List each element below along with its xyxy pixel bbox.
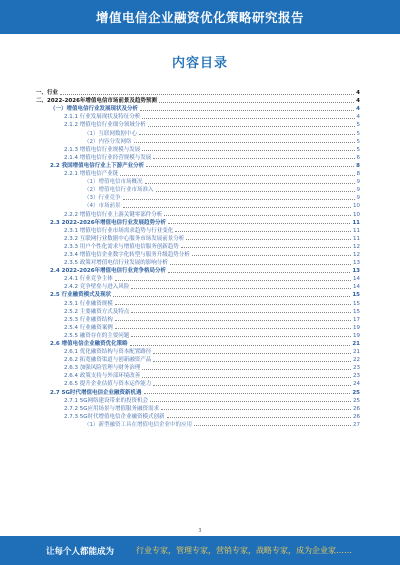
toc-entry-text: 二、2022-2026年增值电信市场前景及趋势预测	[36, 98, 157, 105]
toc-leader-dots	[123, 199, 355, 200]
toc-leader-dots	[168, 223, 350, 224]
toc-entry-text: 2.6.1 优化融资结构与资本配置路径	[64, 349, 152, 356]
toc-entry-page: 4	[356, 98, 360, 105]
toc-title: 内容目录	[171, 56, 228, 71]
toc-leader-dots	[123, 207, 352, 208]
toc-entry-page: 10	[353, 203, 360, 210]
toc-entry[interactable]	[36, 420, 360, 428]
toc-leader-dots	[153, 385, 351, 386]
toc-entry[interactable]	[36, 282, 360, 290]
toc-entry-page: 9	[356, 187, 360, 194]
toc-entry[interactable]	[36, 396, 360, 404]
toc-leader-dots	[142, 118, 354, 119]
toc-entry[interactable]	[36, 307, 360, 315]
toc-leader-dots	[115, 304, 351, 305]
toc-entry[interactable]	[36, 145, 360, 153]
toc-leader-dots	[144, 393, 351, 394]
toc-entry-page: 9	[356, 195, 360, 202]
toc-entry-page: 21	[352, 341, 360, 347]
toc-entry-text: 2.7.2 5G应用场景与增值服务融资需求	[64, 405, 160, 412]
toc-leader-dots	[156, 191, 355, 192]
toc-entry[interactable]	[36, 347, 360, 355]
toc-leader-dots	[181, 247, 351, 248]
toc-entry-page: 11	[353, 227, 360, 234]
toc-leader-dots	[161, 409, 351, 410]
toc-entry-page: 25	[353, 397, 360, 404]
toc-entry[interactable]	[36, 266, 360, 274]
toc-entry-text: 一、行业	[36, 90, 59, 97]
toc-leader-dots	[115, 280, 351, 281]
toc-entry-page: 9	[356, 179, 360, 186]
toc-entry-page: 15	[352, 292, 360, 299]
toc-entry[interactable]	[36, 177, 360, 185]
toc-entry[interactable]	[36, 387, 360, 395]
toc-entry[interactable]	[36, 331, 360, 339]
toc-entry-text: 2.5.2 主要融资方式及特点	[64, 308, 130, 315]
toc-entry[interactable]	[36, 363, 360, 371]
toc-entry-page: 11	[353, 235, 360, 242]
toc-entry[interactable]	[36, 355, 360, 363]
toc-entry-text: 2.3 2022-2026年增值电信行业发展趋势分析	[50, 219, 167, 226]
toc-entry-page: 4	[356, 114, 360, 121]
toc-entry[interactable]	[36, 298, 360, 306]
toc-entry[interactable]	[36, 371, 360, 379]
toc-entry-text: 2.7.1 5G网络建设带来的投资机会	[64, 397, 149, 404]
toc-leader-dots	[146, 166, 354, 167]
toc-entry-page: 14	[353, 284, 360, 291]
toc-entry[interactable]	[36, 323, 360, 331]
toc-leader-dots	[60, 94, 354, 95]
toc-entry-page: 19	[353, 324, 360, 331]
toc-entry-text: 2.3.1 增值电信行业市场需求趋势与行业变化	[64, 227, 174, 234]
toc-entry-page: 14	[353, 276, 360, 283]
toc-leader-dots	[153, 158, 354, 159]
toc-entry-text: 2.2 我国增值电信行业上下游产业分析	[50, 162, 145, 169]
toc-leader-dots	[170, 264, 351, 265]
toc-entry-text: 2.5.5 融资存在的主要问题	[64, 332, 130, 339]
toc-entry-text: （2）增值电信行业市场准入	[84, 187, 154, 194]
toc-entry-text: 2.6.3 加强风险管理与财务治理	[64, 365, 141, 372]
toc-entry-page: 25	[352, 389, 360, 396]
toc-entry[interactable]	[36, 96, 360, 104]
toc-leader-dots	[134, 142, 355, 143]
report-header	[0, 0, 400, 34]
toc-entry-text: （3）行业竞争	[84, 195, 121, 202]
toc-entry-page: 10	[353, 211, 360, 218]
toc-entry-page: 5	[356, 146, 360, 153]
toc-entry-page: 4	[356, 106, 360, 113]
toc-leader-dots	[142, 150, 354, 151]
toc-entry-page: 15	[353, 300, 360, 307]
toc-entry-text: 2.2.2 增值电信行业上游关键零部件分析	[64, 211, 163, 218]
toc-entry[interactable]	[36, 153, 360, 161]
toc-leader-dots	[139, 134, 355, 135]
toc-entry-page: 12	[353, 251, 360, 258]
toc-entry[interactable]	[36, 404, 360, 412]
toc-leader-dots	[192, 255, 351, 256]
toc-entry-text: 2.1.1 行业发展现状及特征分析	[64, 114, 141, 121]
toc-entry[interactable]	[36, 218, 360, 226]
toc-entry[interactable]	[36, 120, 360, 128]
toc-leader-dots	[142, 369, 351, 370]
toc-entry[interactable]	[36, 379, 360, 387]
toc-entry-text: （一）增值电信行业发展现状及分析	[50, 106, 139, 113]
toc-leader-dots	[164, 215, 351, 216]
toc-entry-text: （1）增值电信市场概况	[84, 179, 143, 186]
toc-entry-text: （1）新型融资工具在增值电信企业中的应用	[84, 421, 193, 428]
toc-entry-page: 26	[353, 405, 360, 412]
toc-entry[interactable]	[36, 226, 360, 234]
toc-entry[interactable]	[36, 290, 360, 298]
toc-entry[interactable]	[36, 193, 360, 201]
toc-entry[interactable]	[36, 201, 360, 209]
footer-slogan-left: 让每个人都能成为	[46, 546, 115, 557]
toc-entry[interactable]	[36, 161, 360, 169]
toc-leader-dots	[120, 175, 354, 176]
toc-leader-dots	[159, 102, 354, 103]
toc-entry-text: （4）市场前景	[84, 203, 121, 210]
toc-entry[interactable]	[36, 88, 360, 96]
toc-entry-text: 2.3.5 政策对增值电信行业发展的影响分析	[64, 260, 168, 267]
toc-leader-dots	[140, 110, 354, 111]
toc-leader-dots	[153, 361, 351, 362]
table-of-contents	[36, 88, 360, 428]
toc-leader-dots	[175, 231, 351, 232]
toc-entry[interactable]	[36, 339, 360, 347]
toc-entry-text: 2.5 行业融资模式及现状	[50, 292, 112, 299]
toc-leader-dots	[131, 288, 351, 289]
toc-entry-page: 8	[356, 171, 360, 178]
toc-leader-dots	[131, 336, 351, 337]
toc-leader-dots	[167, 417, 351, 418]
toc-leader-dots	[130, 345, 351, 346]
toc-entry-page: 26	[353, 413, 360, 420]
toc-entry-text: （1）互联网数据中心	[84, 130, 137, 137]
toc-entry[interactable]	[36, 112, 360, 120]
toc-leader-dots	[115, 328, 351, 329]
toc-entry-text: 2.3.2 互联网行业数据中心服务市场发展前景分析	[64, 235, 185, 242]
toc-leader-dots	[194, 425, 351, 426]
toc-entry-page: 5	[356, 122, 360, 129]
toc-leader-dots	[113, 296, 350, 297]
toc-leader-dots	[131, 312, 351, 313]
toc-entry-text: 2.7.3 5G时代增值电信企业融资模式创新	[64, 413, 165, 420]
toc-entry-page: 19	[353, 332, 360, 339]
report-footer	[0, 536, 400, 565]
toc-entry-page: 8	[356, 162, 360, 169]
toc-entry-page: 17	[353, 316, 360, 323]
page-number: 3	[198, 528, 202, 534]
toc-entry[interactable]	[36, 258, 360, 266]
toc-entry[interactable]	[36, 274, 360, 282]
toc-entry-text: 2.6.5 提升企业估值与资本运作能力	[64, 381, 152, 388]
toc-leader-dots	[168, 272, 350, 273]
toc-leader-dots	[142, 377, 351, 378]
toc-entry[interactable]	[36, 169, 360, 177]
toc-entry-page: 13	[353, 260, 360, 267]
toc-entry-text: 2.5.3 行业融资结构	[64, 316, 113, 323]
toc-leader-dots	[153, 353, 351, 354]
toc-entry-text: （2）内容分发网络	[84, 138, 132, 145]
report-title: 增值电信企业融资优化策略研究报告	[95, 10, 304, 25]
toc-leader-dots	[150, 401, 351, 402]
toc-entry-text: 2.2.1 增值电信产业链	[64, 171, 119, 178]
footer-slogan-right: 行业专家，管理专家，营销专家，战略专家，成为企业家……	[136, 546, 353, 555]
toc-entry-page: 27	[353, 421, 360, 428]
toc-entry[interactable]	[36, 104, 360, 112]
toc-entry-text: 2.4.1 行业竞争主体	[64, 276, 113, 283]
toc-entry-page: 15	[353, 308, 360, 315]
toc-entry-page: 24	[353, 381, 360, 388]
toc-leader-dots	[115, 320, 351, 321]
toc-entry-text: 2.1.3 增值电信行业规模与发展	[64, 146, 141, 153]
toc-entry-text: 2.7 5G时代增值电信企业融资新机遇	[50, 389, 142, 396]
toc-entry-page: 22	[353, 357, 360, 364]
toc-entry-page: 23	[353, 373, 360, 380]
toc-entry-page: 21	[353, 349, 360, 356]
toc-entry-text: 2.6 增值电信企业融资优化策略	[50, 341, 128, 347]
toc-entry[interactable]	[36, 128, 360, 136]
toc-entry-page: 6	[356, 154, 360, 161]
toc-entry-page: 5	[356, 138, 360, 145]
toc-entry-text: 2.4.2 竞争壁垒与进入风险	[64, 284, 130, 291]
toc-entry-text: 2.1.2 增值电信行业细分领域分析	[64, 122, 146, 129]
toc-entry[interactable]	[36, 315, 360, 323]
toc-entry-text: 2.5.1 行业融资规模	[64, 300, 113, 307]
toc-leader-dots	[145, 183, 355, 184]
toc-entry-text: 2.5.4 行业融资案例	[64, 324, 113, 331]
toc-entry[interactable]	[36, 209, 360, 217]
toc-entry[interactable]	[36, 185, 360, 193]
toc-entry-page: 4	[356, 90, 360, 97]
toc-entry[interactable]	[36, 242, 360, 250]
toc-entry[interactable]	[36, 234, 360, 242]
toc-entry-page: 23	[353, 365, 360, 372]
toc-entry-text: 2.3.4 增值电信企业数字化转型与服务升级趋势分析	[64, 251, 190, 258]
toc-entry-page: 12	[353, 243, 360, 250]
toc-leader-dots	[186, 239, 351, 240]
toc-entry[interactable]	[36, 137, 360, 145]
toc-entry-page: 11	[352, 219, 360, 226]
toc-leader-dots	[148, 126, 355, 127]
toc-entry-text: 2.6.2 拓宽融资渠道与创新融资产品	[64, 357, 152, 364]
toc-entry-text: 2.3.3 用户个性化需求与增值电信服务创新趋势	[64, 243, 179, 250]
toc-entry-text: 2.1.4 增值电信行业经营规模与发展	[64, 154, 152, 161]
toc-entry-page: 5	[356, 130, 360, 137]
toc-entry[interactable]	[36, 412, 360, 420]
toc-entry-page: 13	[352, 268, 360, 275]
toc-entry-text: 2.6.4 政策支持与外部环境改善	[64, 373, 141, 380]
toc-entry-text: 2.4 2022-2026年增值电信行业竞争格局分析	[50, 268, 167, 275]
toc-entry[interactable]	[36, 250, 360, 258]
